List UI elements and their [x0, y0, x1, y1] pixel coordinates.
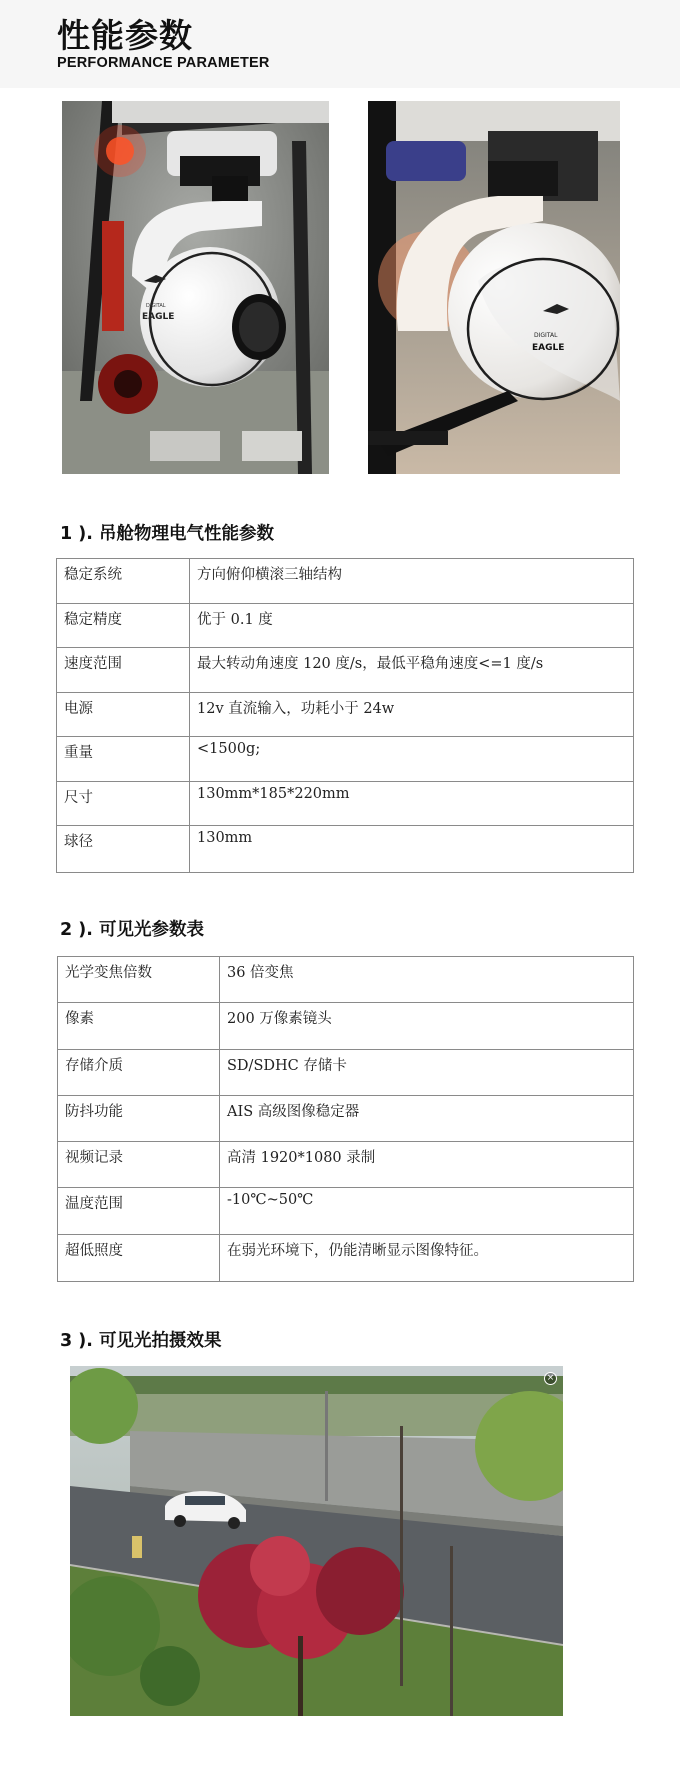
gimbal-photo-right: [368, 101, 620, 474]
right-logo-line2: EAGLE: [532, 343, 565, 353]
gimbal-photo-left: [62, 101, 329, 474]
table-key: 超低照度: [58, 1234, 220, 1281]
table-key: 球径: [57, 826, 190, 873]
section2-heading: 2 ). 可见光参数表: [60, 920, 205, 940]
table-row: [57, 692, 634, 737]
table-key: 稳定系统: [57, 559, 190, 604]
table-row: [58, 1095, 634, 1141]
table-key: 光学变焦倍数: [58, 957, 220, 1003]
table-row: [58, 1142, 634, 1188]
table-row: [58, 1188, 634, 1234]
table-value: 高清 1920*1080 录制: [220, 1142, 634, 1188]
section3-heading: 3 ). 可见光拍摄效果: [60, 1331, 222, 1351]
table-value: <1500g;: [190, 737, 634, 782]
table-row: [57, 737, 634, 782]
table-row: [57, 603, 634, 648]
table-value: 130mm: [190, 826, 634, 873]
table-key: 存储介质: [58, 1049, 220, 1095]
page-title: 性能参数: [57, 16, 193, 55]
table-row: [57, 559, 634, 604]
table-key: 重量: [57, 737, 190, 782]
table-key: 尺寸: [57, 781, 190, 826]
page-subtitle: PERFORMANCE PARAMETER: [57, 55, 270, 71]
table-value: -10℃~50℃: [220, 1188, 634, 1234]
table-value: 36 倍变焦: [220, 957, 634, 1003]
table-value: SD/SDHC 存储卡: [220, 1049, 634, 1095]
table-row: [58, 1234, 634, 1281]
table-row: [58, 1049, 634, 1095]
gimbal-spec-table: [56, 558, 634, 873]
table-key: 像素: [58, 1003, 220, 1049]
table-row: [58, 957, 634, 1003]
table-row: [57, 826, 634, 873]
left-logo-line1: DIGITAL: [146, 303, 166, 309]
table-value: 200 万像素镜头: [220, 1003, 634, 1049]
table-key: 温度范围: [58, 1188, 220, 1234]
sample-shot-photo: [70, 1366, 563, 1716]
table-key: 视频记录: [58, 1142, 220, 1188]
table-value: 最大转动角速度 120 度/s，最低平稳角速度<=1 度/s: [190, 648, 634, 693]
table-key: 电源: [57, 692, 190, 737]
visible-light-spec-table: [57, 956, 634, 1282]
page-header: [0, 0, 680, 88]
table-value: AIS 高级图像稳定器: [220, 1095, 634, 1141]
table-value: 12v 直流输入，功耗小于 24w: [190, 692, 634, 737]
right-logo-line1: DIGITAL: [534, 332, 558, 339]
close-icon[interactable]: ×: [544, 1372, 557, 1385]
table-row: [58, 1003, 634, 1049]
table-row: [57, 781, 634, 826]
left-logo-line2: EAGLE: [142, 312, 175, 322]
table-key: 稳定精度: [57, 603, 190, 648]
section1-heading: 1 ). 吊舱物理电气性能参数: [60, 524, 275, 544]
table-row: [57, 648, 634, 693]
table-key: 防抖功能: [58, 1095, 220, 1141]
table-value: 130mm*185*220mm: [190, 781, 634, 826]
table-value: 方向俯仰横滚三轴结构: [190, 559, 634, 604]
table-value: 优于 0.1 度: [190, 603, 634, 648]
table-key: 速度范围: [57, 648, 190, 693]
table-value: 在弱光环境下，仍能清晰显示图像特征。: [220, 1234, 634, 1281]
